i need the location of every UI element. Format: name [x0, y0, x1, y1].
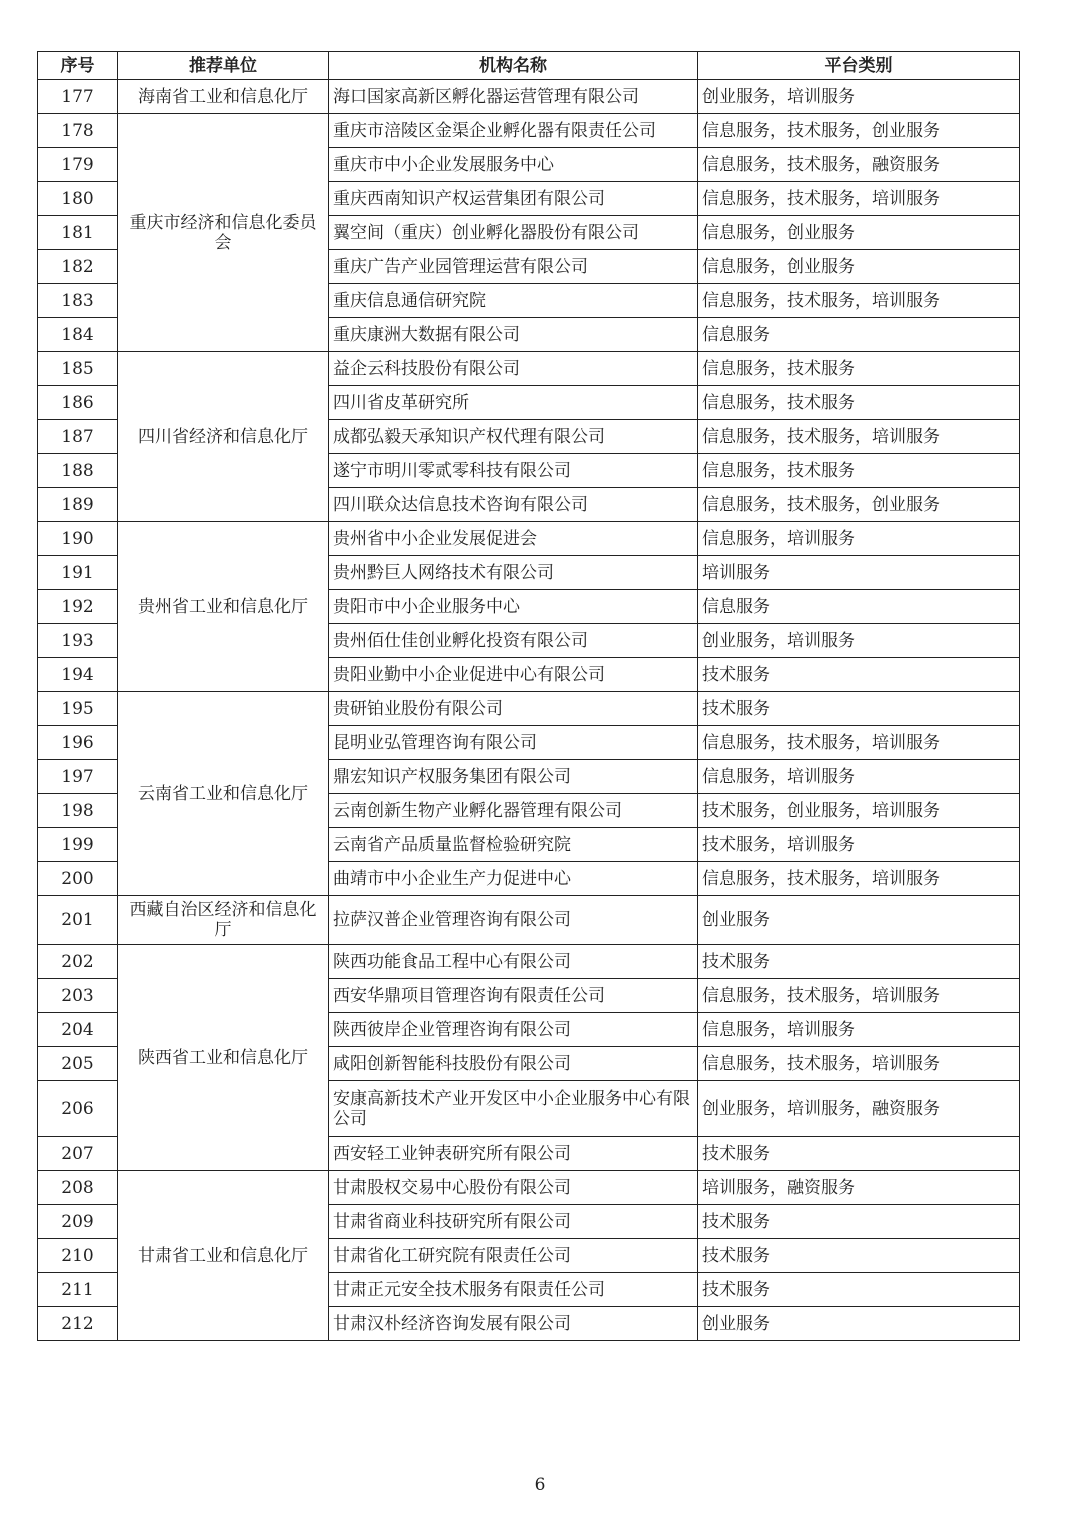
cell-platform-category: 创业服务，培训服务 — [698, 80, 1020, 114]
table-row — [38, 692, 1020, 726]
cell-institution-name: 贵州黔巨人网络技术有限公司 — [329, 556, 698, 590]
cell-seq: 189 — [38, 488, 118, 522]
cell-platform-category: 信息服务，技术服务 — [698, 454, 1020, 488]
page-number: 6 — [534, 1475, 546, 1495]
cell-seq: 185 — [38, 352, 118, 386]
cell-institution-name: 四川省皮革研究所 — [329, 386, 698, 420]
cell-platform-category: 信息服务，培训服务 — [698, 1013, 1020, 1047]
cell-institution-name: 咸阳创新智能科技股份有限公司 — [329, 1047, 698, 1081]
cell-seq: 200 — [38, 862, 118, 896]
cell-institution-name: 成都弘毅天承知识产权代理有限公司 — [329, 420, 698, 454]
cell-institution-name: 重庆广告产业园管理运营有限公司 — [329, 250, 698, 284]
cell-platform-category: 信息服务，技术服务，创业服务 — [698, 114, 1020, 148]
cell-seq: 178 — [38, 114, 118, 148]
cell-institution-name: 安康高新技术产业开发区中小企业服务中心有限公司 — [329, 1081, 698, 1137]
cell-institution-name: 甘肃省化工研究院有限责任公司 — [329, 1239, 698, 1273]
cell-platform-category: 技术服务，创业服务，培训服务 — [698, 794, 1020, 828]
cell-institution-name: 遂宁市明川零贰零科技有限公司 — [329, 454, 698, 488]
cell-platform-category: 信息服务 — [698, 318, 1020, 352]
cell-institution-name: 鼎宏知识产权服务集团有限公司 — [329, 760, 698, 794]
cell-seq: 210 — [38, 1239, 118, 1273]
cell-platform-category: 信息服务，技术服务 — [698, 352, 1020, 386]
table-row — [38, 114, 1020, 148]
cell-platform-category: 技术服务 — [698, 1205, 1020, 1239]
cell-institution-name: 西安轻工业钟表研究所有限公司 — [329, 1137, 698, 1171]
cell-platform-category: 技术服务 — [698, 692, 1020, 726]
cell-recommending-unit: 甘肃省工业和信息化厅 — [118, 1171, 329, 1341]
cell-seq: 212 — [38, 1307, 118, 1341]
cell-recommending-unit: 海南省工业和信息化厅 — [118, 80, 329, 114]
table-row — [38, 945, 1020, 979]
cell-seq: 193 — [38, 624, 118, 658]
cell-platform-category: 信息服务，技术服务，培训服务 — [698, 862, 1020, 896]
cell-seq: 183 — [38, 284, 118, 318]
cell-seq: 190 — [38, 522, 118, 556]
cell-platform-category: 信息服务 — [698, 590, 1020, 624]
cell-institution-name: 海口国家高新区孵化器运营管理有限公司 — [329, 80, 698, 114]
cell-seq: 184 — [38, 318, 118, 352]
cell-recommending-unit: 陕西省工业和信息化厅 — [118, 945, 329, 1171]
cell-platform-category: 信息服务，培训服务 — [698, 760, 1020, 794]
cell-platform-category: 技术服务，培训服务 — [698, 828, 1020, 862]
cell-seq: 187 — [38, 420, 118, 454]
cell-institution-name: 翼空间（重庆）创业孵化器股份有限公司 — [329, 216, 698, 250]
cell-recommending-unit: 重庆市经济和信息化委员会 — [118, 114, 329, 352]
cell-platform-category: 信息服务，培训服务 — [698, 522, 1020, 556]
cell-platform-category: 技术服务 — [698, 658, 1020, 692]
cell-recommending-unit: 西藏自治区经济和信息化厅 — [118, 896, 329, 945]
cell-seq: 199 — [38, 828, 118, 862]
cell-seq: 196 — [38, 726, 118, 760]
cell-institution-name: 云南省产品质量监督检验研究院 — [329, 828, 698, 862]
cell-seq: 188 — [38, 454, 118, 488]
cell-platform-category: 技术服务 — [698, 1273, 1020, 1307]
cell-platform-category: 技术服务 — [698, 945, 1020, 979]
cell-seq: 201 — [38, 896, 118, 945]
header-org: 机构名称 — [329, 52, 698, 80]
cell-institution-name: 云南创新生物产业孵化器管理有限公司 — [329, 794, 698, 828]
cell-seq: 191 — [38, 556, 118, 590]
cell-institution-name: 甘肃汉朴经济咨询发展有限公司 — [329, 1307, 698, 1341]
cell-platform-category: 技术服务 — [698, 1137, 1020, 1171]
cell-seq: 207 — [38, 1137, 118, 1171]
cell-seq: 206 — [38, 1081, 118, 1137]
cell-platform-category: 创业服务 — [698, 896, 1020, 945]
cell-seq: 194 — [38, 658, 118, 692]
cell-platform-category: 信息服务，技术服务，培训服务 — [698, 1047, 1020, 1081]
cell-seq: 179 — [38, 148, 118, 182]
cell-platform-category: 创业服务 — [698, 1307, 1020, 1341]
table-row — [38, 522, 1020, 556]
cell-institution-name: 曲靖市中小企业生产力促进中心 — [329, 862, 698, 896]
cell-institution-name: 重庆信息通信研究院 — [329, 284, 698, 318]
cell-seq: 177 — [38, 80, 118, 114]
cell-seq: 204 — [38, 1013, 118, 1047]
cell-seq: 205 — [38, 1047, 118, 1081]
table-row — [38, 80, 1020, 114]
cell-seq: 203 — [38, 979, 118, 1013]
cell-recommending-unit: 四川省经济和信息化厅 — [118, 352, 329, 522]
cell-institution-name: 贵研铂业股份有限公司 — [329, 692, 698, 726]
cell-platform-category: 信息服务，技术服务，培训服务 — [698, 284, 1020, 318]
cell-seq: 180 — [38, 182, 118, 216]
cell-platform-category: 信息服务，技术服务，培训服务 — [698, 420, 1020, 454]
cell-platform-category: 信息服务，创业服务 — [698, 216, 1020, 250]
cell-platform-category: 培训服务，融资服务 — [698, 1171, 1020, 1205]
institution-table — [37, 51, 1020, 1341]
cell-institution-name: 贵州佰仕佳创业孵化投资有限公司 — [329, 624, 698, 658]
cell-institution-name: 甘肃正元安全技术服务有限责任公司 — [329, 1273, 698, 1307]
cell-platform-category: 创业服务，培训服务 — [698, 624, 1020, 658]
cell-institution-name: 贵阳业勤中小企业促进中心有限公司 — [329, 658, 698, 692]
cell-seq: 181 — [38, 216, 118, 250]
cell-seq: 208 — [38, 1171, 118, 1205]
header-seq: 序号 — [38, 52, 118, 80]
cell-platform-category: 信息服务，技术服务，培训服务 — [698, 726, 1020, 760]
cell-institution-name: 重庆市涪陵区金渠企业孵化器有限责任公司 — [329, 114, 698, 148]
cell-seq: 202 — [38, 945, 118, 979]
cell-seq: 192 — [38, 590, 118, 624]
cell-platform-category: 信息服务，技术服务，融资服务 — [698, 148, 1020, 182]
cell-seq: 197 — [38, 760, 118, 794]
cell-institution-name: 重庆市中小企业发展服务中心 — [329, 148, 698, 182]
cell-platform-category: 信息服务，技术服务，创业服务 — [698, 488, 1020, 522]
cell-platform-category: 信息服务，创业服务 — [698, 250, 1020, 284]
cell-platform-category: 信息服务，技术服务 — [698, 386, 1020, 420]
cell-recommending-unit: 贵州省工业和信息化厅 — [118, 522, 329, 692]
cell-platform-category: 创业服务，培训服务，融资服务 — [698, 1081, 1020, 1137]
cell-institution-name: 陕西功能食品工程中心有限公司 — [329, 945, 698, 979]
cell-institution-name: 重庆西南知识产权运营集团有限公司 — [329, 182, 698, 216]
table-row — [38, 352, 1020, 386]
cell-institution-name: 昆明业弘管理咨询有限公司 — [329, 726, 698, 760]
table-header-row — [38, 52, 1020, 80]
cell-institution-name: 贵阳市中小企业服务中心 — [329, 590, 698, 624]
table-row — [38, 896, 1020, 945]
cell-institution-name: 甘肃股权交易中心股份有限公司 — [329, 1171, 698, 1205]
cell-seq: 198 — [38, 794, 118, 828]
cell-seq: 182 — [38, 250, 118, 284]
cell-institution-name: 陕西彼岸企业管理咨询有限公司 — [329, 1013, 698, 1047]
cell-institution-name: 贵州省中小企业发展促进会 — [329, 522, 698, 556]
cell-institution-name: 益企云科技股份有限公司 — [329, 352, 698, 386]
cell-recommending-unit: 云南省工业和信息化厅 — [118, 692, 329, 896]
cell-seq: 209 — [38, 1205, 118, 1239]
cell-institution-name: 拉萨汉普企业管理咨询有限公司 — [329, 896, 698, 945]
cell-institution-name: 重庆康洲大数据有限公司 — [329, 318, 698, 352]
cell-seq: 211 — [38, 1273, 118, 1307]
cell-platform-category: 技术服务 — [698, 1239, 1020, 1273]
cell-institution-name: 甘肃省商业科技研究所有限公司 — [329, 1205, 698, 1239]
cell-institution-name: 西安华鼎项目管理咨询有限责任公司 — [329, 979, 698, 1013]
cell-platform-category: 培训服务 — [698, 556, 1020, 590]
cell-seq: 186 — [38, 386, 118, 420]
header-unit: 推荐单位 — [118, 52, 329, 80]
cell-platform-category: 信息服务，技术服务，培训服务 — [698, 182, 1020, 216]
table-row — [38, 1171, 1020, 1205]
cell-seq: 195 — [38, 692, 118, 726]
cell-platform-category: 信息服务，技术服务，培训服务 — [698, 979, 1020, 1013]
header-category: 平台类别 — [698, 52, 1020, 80]
table-body — [38, 80, 1020, 1341]
cell-institution-name: 四川联众达信息技术咨询有限公司 — [329, 488, 698, 522]
